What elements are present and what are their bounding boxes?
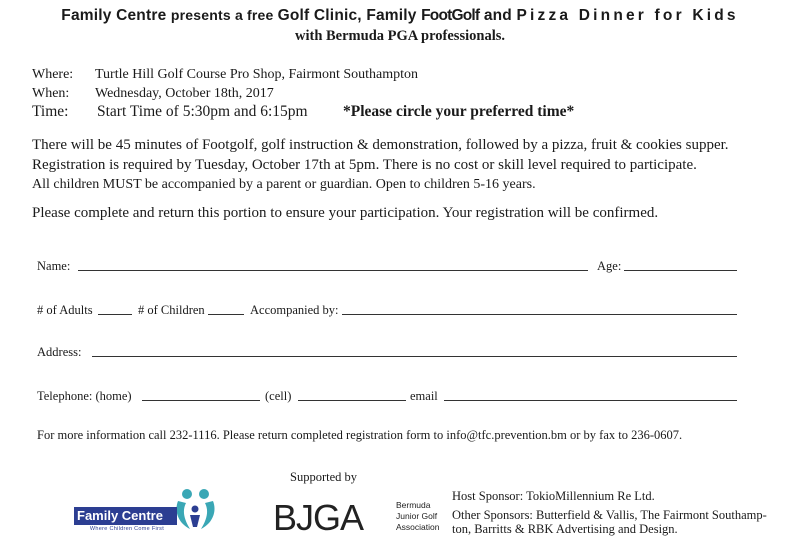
title-org: Family Centre (61, 7, 171, 24)
accompanied-label: Accompanied by: (250, 303, 339, 317)
title-pizza: Pizza Dinner for Kids (516, 7, 739, 24)
name-field[interactable] (78, 270, 588, 271)
host-sponsor: Host Sponsor: TokioMillennium Re Ltd. (452, 489, 655, 503)
bjga-subtitle (396, 500, 439, 533)
accompanied-field[interactable] (342, 314, 737, 315)
other-sponsors: ton, Barritts & RBK Advertising and Design. (452, 522, 678, 536)
family-centre-logo (74, 485, 224, 537)
name-label: Name: (37, 259, 71, 273)
bjga-line: Bermuda (396, 500, 431, 510)
footer-info: For more information call 232-1116. Please return completed registration form to info@tfc.prevention.bm or by fax to 236-0607. (37, 428, 683, 442)
time-label: Time: (32, 103, 69, 120)
bjga-line: Association (396, 522, 440, 532)
title-clinic: Golf Clinic, Family (277, 7, 422, 24)
cell-label: (cell) (265, 389, 292, 403)
when-label: When: (32, 86, 70, 101)
bjga-line: Junior Golf (396, 511, 438, 521)
time-note: *Please circle your preferred time* (343, 103, 575, 120)
info-paragraph: All children MUST be accompanied by a parent or guardian. Open to children 5-16 years. (32, 177, 536, 192)
time-value: Start Time of 5:30pm and 6:15pm (97, 103, 308, 120)
children-label: # of Children (138, 303, 205, 317)
address-field[interactable] (92, 356, 737, 357)
cell-field[interactable] (298, 400, 406, 401)
title-presents: presents a free (170, 7, 278, 23)
telephone-home-field[interactable] (142, 400, 260, 401)
page-title (0, 7, 800, 25)
info-paragraph: There will be 45 minutes of Footgolf, golf instruction & demonstration, followed by a pizza, fruit & cookies supper. (32, 137, 729, 153)
page-subtitle: with Bermuda PGA professionals. (294, 28, 505, 44)
age-label: Age: (597, 259, 622, 273)
title-and: and (479, 7, 517, 24)
title-footgolf: FootGolf (421, 7, 480, 24)
family-centre-wordmark: Family Centre (74, 507, 177, 525)
supported-by-label: Supported by (290, 470, 358, 484)
when-value: Wednesday, October 18th, 2017 (95, 86, 274, 101)
children-field[interactable] (208, 314, 244, 315)
where-value: Turtle Hill Golf Course Pro Shop, Fairmont Southampton (95, 67, 419, 82)
adults-field[interactable] (98, 314, 132, 315)
info-paragraph: Please complete and return this portion to ensure your participation. Your registration will be confirmed. (32, 205, 659, 221)
telephone-home-label: Telephone: (home) (37, 389, 132, 403)
where-label: Where: (32, 67, 74, 82)
info-paragraph: Registration is required by Tuesday, October 17th at 5pm. There is no cost or skill level required to participate. (32, 157, 697, 173)
address-label: Address: (37, 345, 82, 359)
age-field[interactable] (624, 270, 737, 271)
email-label: email (410, 389, 438, 403)
family-centre-tagline: Where Children Come First (89, 526, 165, 532)
bjga-logo: BJGA (273, 497, 364, 538)
adults-label: # of Adults (37, 303, 93, 317)
email-field[interactable] (444, 400, 737, 401)
other-sponsors: Other Sponsors: Butterfield & Vallis, The Fairmont Southamp- (452, 508, 767, 522)
